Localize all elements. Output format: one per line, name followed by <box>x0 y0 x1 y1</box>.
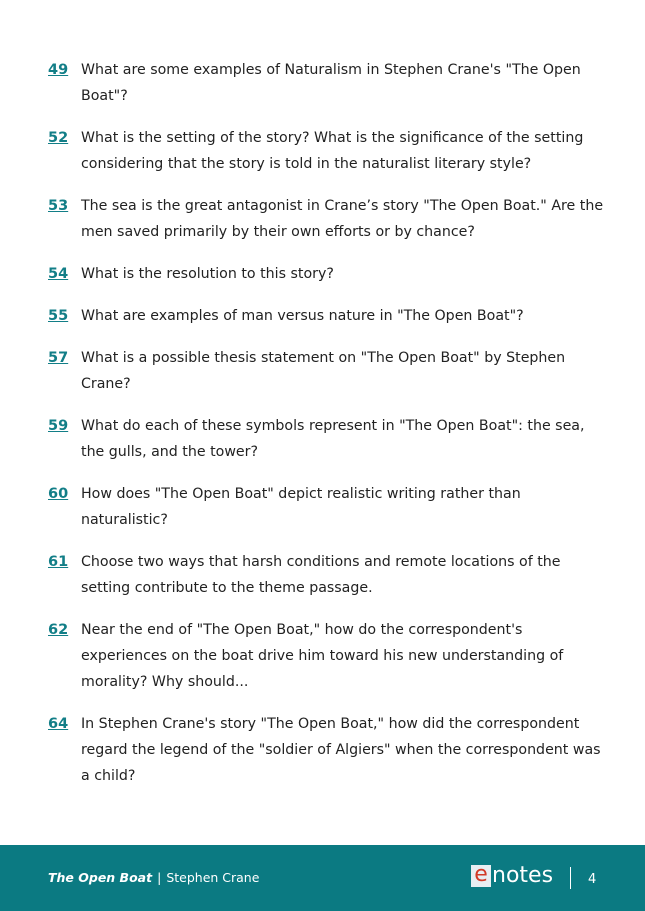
question-text: Near the end of "The Open Boat," how do the correspondent's experiences on the boat drive him toward his new understanding of morality? Why should... <box>81 622 564 690</box>
footer-separator: | <box>157 870 162 885</box>
footer-title: The Open Boat <box>48 870 153 885</box>
question-link[interactable]: 60 <box>48 486 69 502</box>
question-link[interactable]: 55 <box>48 308 69 324</box>
list-item <box>48 413 608 465</box>
question-text: In Stephen Crane's story "The Open Boat," how did the correspondent regard the legend of the "soldier of Algiers" when the correspondent was a child? <box>81 716 601 784</box>
footer-author: Stephen Crane <box>166 870 260 885</box>
list-item <box>48 125 608 177</box>
question-link[interactable]: 53 <box>48 198 69 214</box>
logo-e-icon: e <box>471 865 491 887</box>
question-list <box>48 57 608 805</box>
footer-book-info <box>48 870 259 885</box>
question-text: Choose two ways that harsh conditions and remote locations of the setting contribute to the theme passage. <box>81 554 561 596</box>
list-item <box>48 57 608 109</box>
list-item <box>48 481 608 533</box>
question-text: What do each of these symbols represent in "The Open Boat": the sea, the gulls, and the tower? <box>81 418 585 460</box>
list-item <box>48 303 608 329</box>
question-text: What is the setting of the story? What is the significance of the setting considering that the story is told in the naturalist literary style? <box>81 130 584 172</box>
question-text: What are examples of man versus nature in "The Open Boat"? <box>81 308 524 324</box>
list-item <box>48 261 608 287</box>
list-item <box>48 345 608 397</box>
question-link[interactable]: 61 <box>48 554 69 570</box>
question-text: How does "The Open Boat" depict realistic writing rather than naturalistic? <box>81 486 521 528</box>
question-text: What is a possible thesis statement on "The Open Boat" by Stephen Crane? <box>81 350 566 392</box>
question-text: The sea is the great antagonist in Crane’s story "The Open Boat." Are the men saved primarily by their own efforts or by chance? <box>81 198 604 240</box>
list-item <box>48 549 608 601</box>
page-footer <box>0 845 645 911</box>
page-number: 4 <box>588 872 597 887</box>
question-link[interactable]: 54 <box>48 266 69 282</box>
question-text: What is the resolution to this story? <box>81 266 334 282</box>
question-link[interactable]: 52 <box>48 130 69 146</box>
question-link[interactable]: 62 <box>48 622 69 638</box>
list-item <box>48 617 608 695</box>
question-link[interactable]: 64 <box>48 716 69 732</box>
enotes-logo <box>471 862 554 888</box>
question-link[interactable]: 49 <box>48 62 69 78</box>
question-text: What are some examples of Naturalism in Stephen Crane's "The Open Boat"? <box>81 62 581 104</box>
question-link[interactable]: 59 <box>48 418 69 434</box>
footer-divider <box>570 867 571 889</box>
list-item <box>48 711 608 789</box>
list-item <box>48 193 608 245</box>
question-link[interactable]: 57 <box>48 350 69 366</box>
logo-text: notes <box>492 863 554 888</box>
